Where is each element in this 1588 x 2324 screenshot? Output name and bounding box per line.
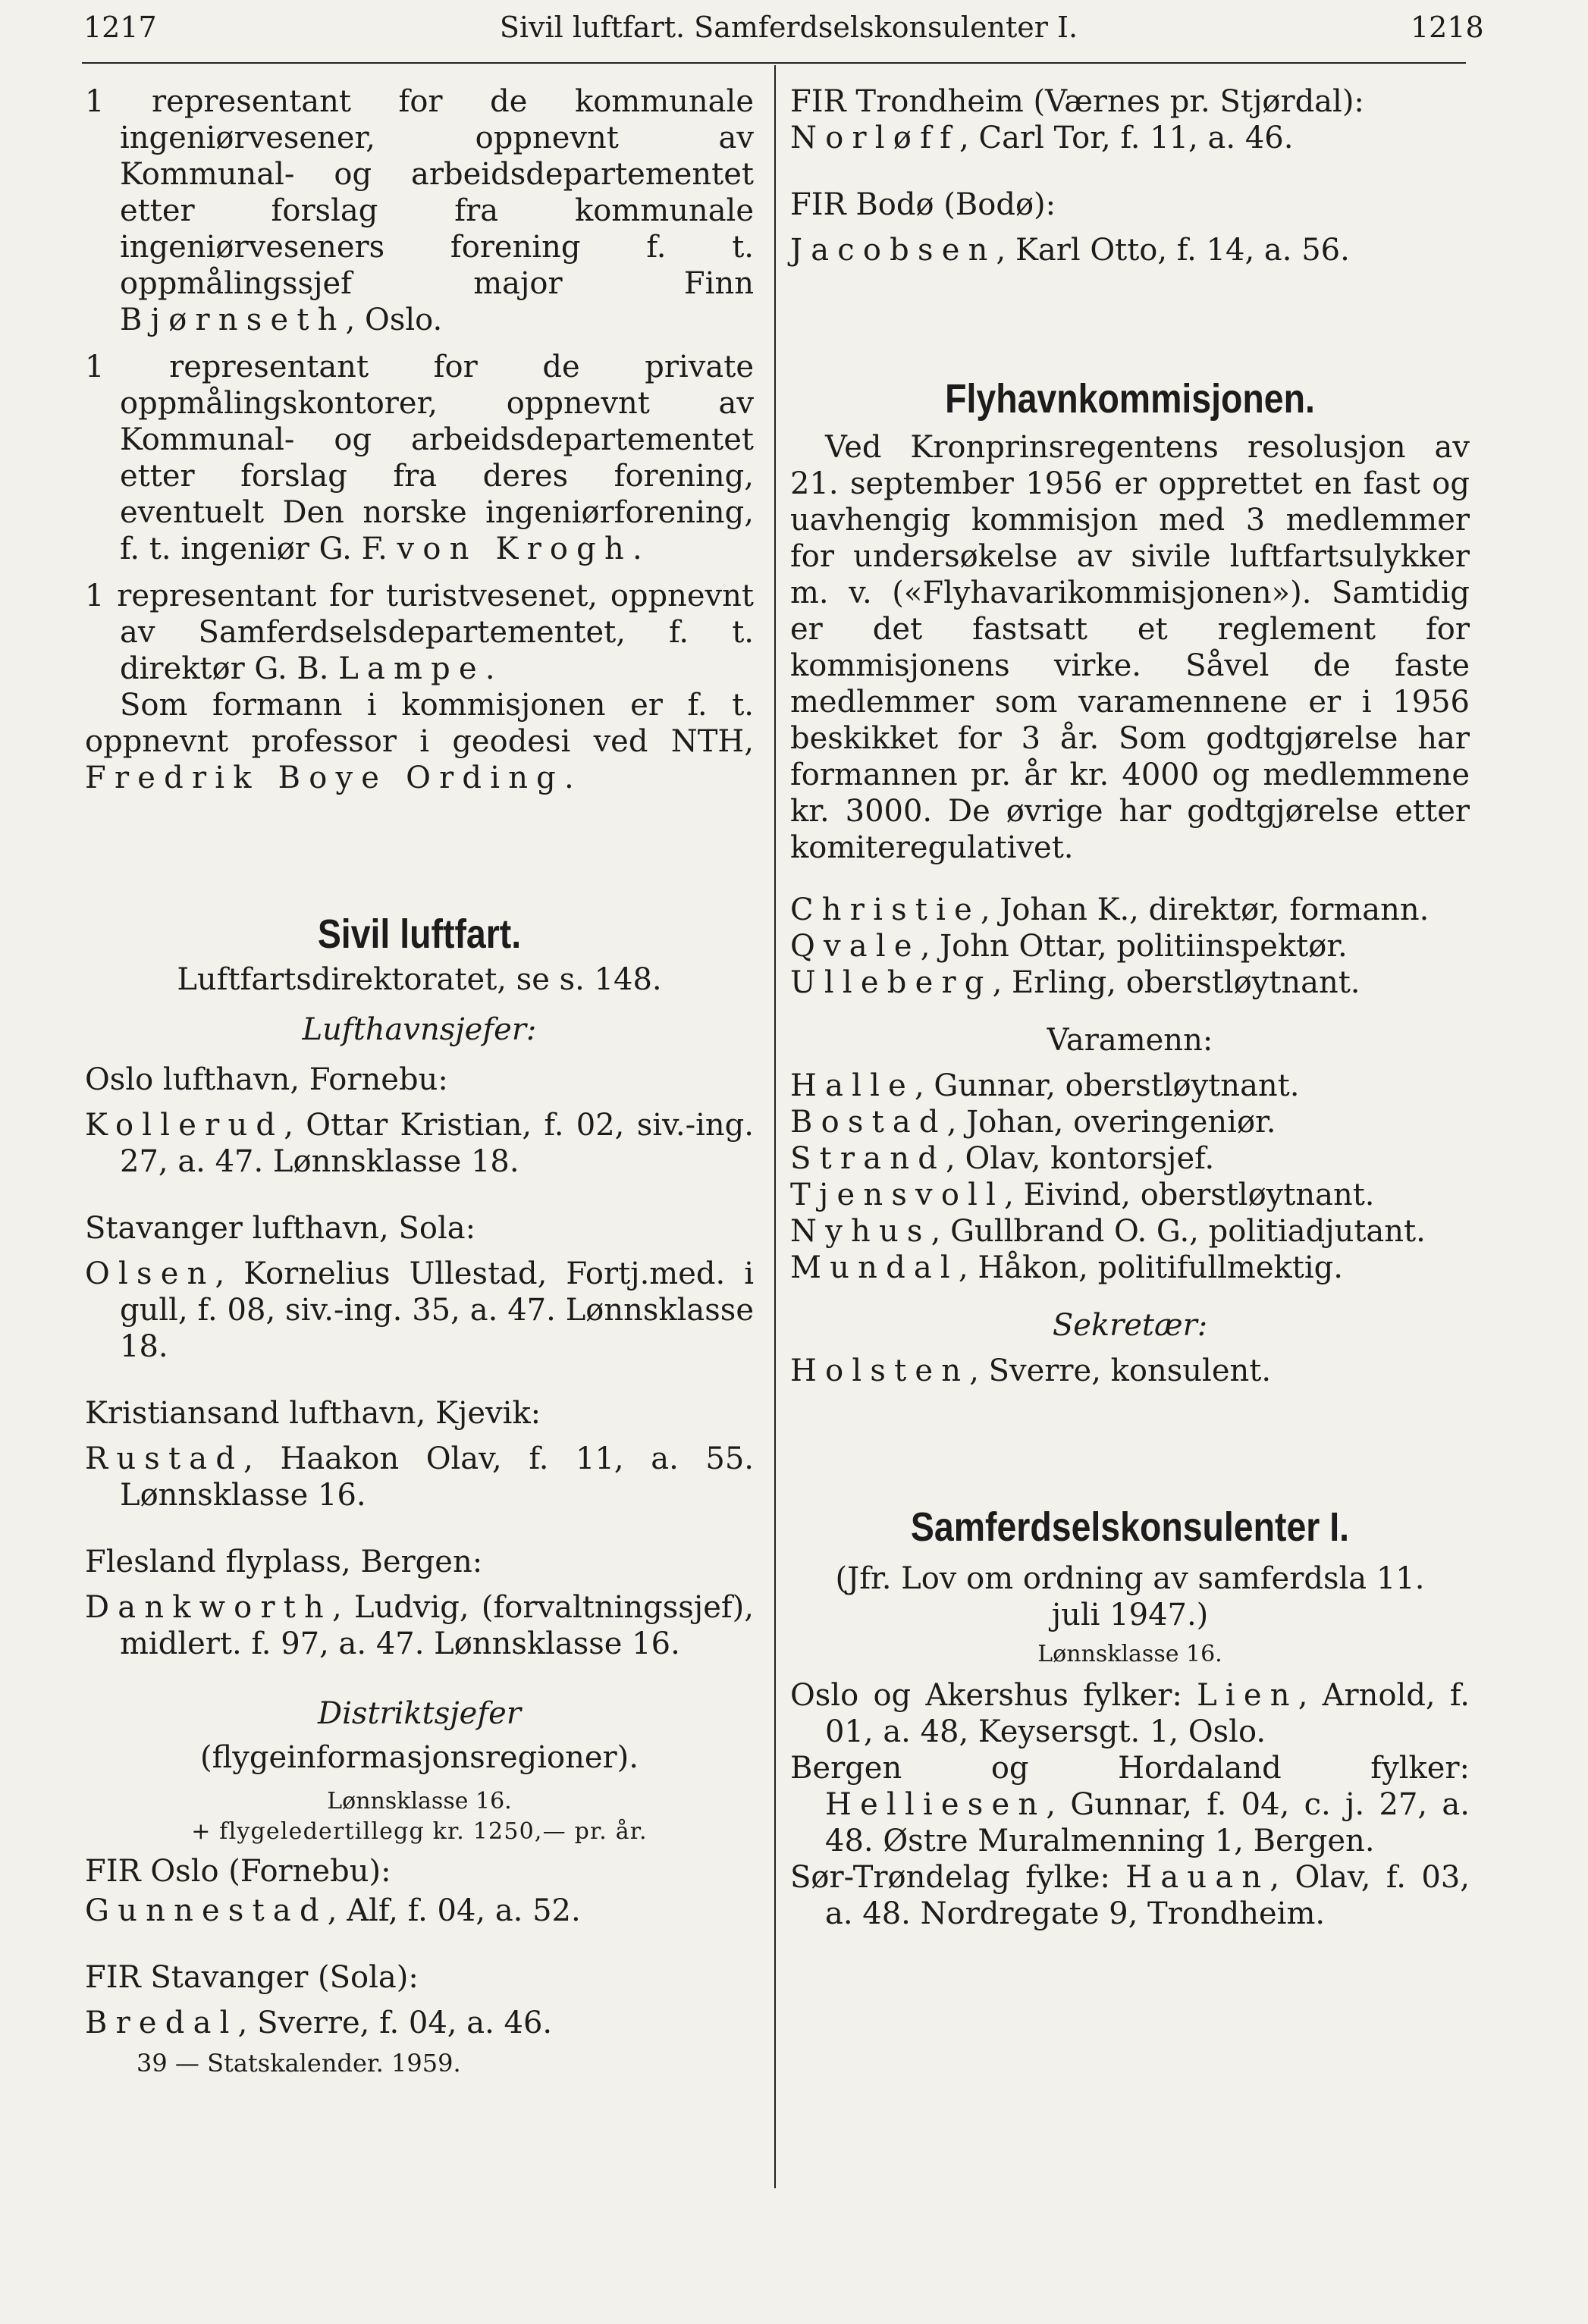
list-item: Bergen og Hordaland fylker: Helliesen, Gunnar, f. 04, c. j. 27, a. 48. Østre Muralmenning 1, Bergen.: [790, 1751, 1470, 1858]
person-name: Christie: [790, 892, 981, 927]
header-rule: [82, 62, 1466, 64]
subheading-district-chiefs: Distriktsjefer: [318, 1696, 521, 1731]
list-item: Ulleberg, Erling, oberstløytnant.: [790, 965, 1360, 1000]
consultant-list: [790, 1677, 1470, 1932]
person-name: Norløff: [790, 121, 960, 155]
person-name: Kollerud: [85, 1108, 284, 1143]
column-divider: [774, 65, 776, 2188]
chairman-paragraph: Som formann i kommisjonen er f. t. oppnevnt professor i geodesi ved NTH, Fredrik Boye Ording.: [85, 688, 754, 795]
left-page-number: 1217: [83, 11, 157, 44]
running-header: [0, 0, 1588, 67]
list-item: Qvale, John Ottar, politiinspektør.: [790, 929, 1348, 964]
person-name: Ulleberg: [790, 965, 993, 1000]
airport-chief-entry: Kollerud, Ottar Kristian, f. 02, siv.-ing. 27, a. 47. Lønnsklasse 18.: [85, 1108, 754, 1179]
list-item: Tjensvoll, Eivind, oberstløytnant.: [790, 1178, 1375, 1212]
person-name: Bjørnseth: [120, 303, 346, 337]
directorate-reference: Luftfartsdirektoratet, se s. 148.: [177, 962, 662, 997]
representative-entry: 1 representant for turistvesenet, oppnevnt av Samferdselsdepartementet, f. t. direktør G. B. Lampe.: [85, 579, 754, 686]
member-list: [790, 892, 1470, 1001]
subheading-airport-chiefs: Lufthavnsjefer:: [302, 1012, 537, 1047]
fir-place: FIR Bodø (Bodø):: [790, 187, 1056, 222]
representative-entry: 1 representant for de private oppmålingskontorer, oppnevnt av Kommunal- og arbeidsdepartementet etter forslag fra deres forening, eventuelt Den norske ingeniørforening, f. t. ingeniør G. F. von Krogh.: [85, 350, 754, 566]
district-subheading: (flygeinformasjonsregioner).: [200, 1740, 639, 1775]
person-name: Dankworth: [85, 1590, 332, 1625]
person-name: Nyhus: [790, 1214, 931, 1249]
airport-place: Oslo lufthavn, Fornebu:: [85, 1062, 448, 1097]
section-heading-flyhavnkommisjonen: Flyhavnkommisjonen.: [945, 376, 1315, 422]
fir-place: FIR Stavanger (Sola):: [85, 1960, 419, 1995]
law-reference: (Jfr. Lov om ordning av samferdsla 11. juli 1947.): [835, 1561, 1425, 1632]
airport-place: Stavanger lufthavn, Sola:: [85, 1211, 476, 1246]
person-name: Gunnestad: [85, 1893, 328, 1928]
person-name: Holsten: [790, 1353, 970, 1388]
salary-class: Lønnsklasse 16.: [1037, 1641, 1222, 1667]
person-name: Olsen: [85, 1256, 215, 1291]
list-item: Halle, Gunnar, oberstløytnant.: [790, 1068, 1300, 1103]
person-name: Fredrik Boye Ording: [85, 761, 564, 795]
person-name: Strand: [790, 1141, 946, 1176]
airport-chief-entry: Dankworth, Ludvig, (forvaltningssjef), midlert. f. 97, a. 47. Lønnsklasse 16.: [85, 1590, 754, 1661]
controller-supplement: + flygeledertillegg kr. 1250,— pr. år.: [191, 1818, 648, 1845]
list-item: Bostad, Johan, overingeniør.: [790, 1105, 1276, 1140]
list-item: Christie, Johan K., direktør, formann.: [790, 892, 1430, 927]
airport-chief-entry: Rustad, Haakon Olav, f. 11, a. 55. Lønnsklasse 16.: [85, 1441, 754, 1513]
list-item: Nyhus, Gullbrand O. G., politiadjutant.: [790, 1214, 1426, 1249]
list-item: Strand, Olav, kontorsjef.: [790, 1141, 1215, 1176]
person-name: Tjensvoll: [790, 1178, 1005, 1212]
left-column: [85, 83, 754, 2079]
right-page-number: 1218: [1411, 11, 1484, 44]
commission-description: Ved Kronprinsregentens resolusjon av 21. september 1956 er opprettet en fast og uavhengig kommisjon med 3 medlemmer for undersøkelse av sivile luftfartsulykker m. v. («Flyhavarikommisjonen»). Samtidig er det fastsatt et reglement for kommisjonens virke. Såvel de faste medlemmer som varamennene er i 1956 beskikket for 3 år. Som godtgjørelse har formannen pr. år kr. 4000 og medlemmene kr. 3000. De øvrige har godtgjørelse etter komiteregulativet.: [790, 430, 1470, 865]
person-name: Mundal: [790, 1250, 959, 1285]
section-heading-sivil-luftfart: Sivil luftfart.: [317, 911, 522, 957]
fir-place: FIR Oslo (Fornebu):: [85, 1854, 391, 1889]
person-name: Helliesen: [825, 1787, 1047, 1822]
airport-chief-entry: Olsen, Kornelius Ullestad, Fortj.med. i gull, f. 08, siv.-ing. 35, a. 47. Lønnsklasse 18.: [85, 1256, 754, 1364]
deputy-list: [790, 1068, 1470, 1286]
right-column: [790, 83, 1470, 1932]
representative-entry: 1 representant for de kommunale ingeniørvesener, oppnevnt av Kommunal- og arbeidsdepartementet etter forslag fra kommunale ingeniørveseners forening f. t. oppmålingssjef major Finn Bjørnseth, Oslo.: [85, 84, 754, 337]
district-chief-entry: Norløff, Carl Tor, f. 11, a. 46.: [790, 121, 1294, 155]
district-chief-entry: Gunnestad, Alf, f. 04, a. 52.: [85, 1893, 581, 1928]
person-name: Rustad: [85, 1441, 244, 1476]
salary-class: Lønnsklasse 16.: [327, 1788, 512, 1814]
airport-place: Kristiansand lufthavn, Kjevik:: [85, 1396, 541, 1431]
fir-place: FIR Trondheim (Værnes pr. Stjørdal):: [790, 84, 1364, 119]
person-name: Hauan: [1125, 1860, 1270, 1895]
person-name: Qvale: [790, 929, 921, 964]
subheading-varamenn: Varamenn:: [1047, 1023, 1213, 1058]
person-name: Lampe: [338, 651, 485, 686]
person-name: Halle: [790, 1068, 915, 1103]
person-name: Bredal: [85, 2006, 238, 2040]
person-name: Jacobsen: [790, 233, 996, 268]
person-name: Lien: [1197, 1678, 1298, 1713]
list-item: Sør-Trøndelag fylke: Hauan, Olav, f. 03, a. 48. Nordregate 9, Trondheim.: [790, 1860, 1470, 1931]
airport-place: Flesland flyplass, Bergen:: [85, 1545, 483, 1579]
running-title: Sivil luftfart. Samferdselskonsulenter I.: [499, 11, 1078, 44]
list-item: Mundal, Håkon, politifullmektig.: [790, 1250, 1343, 1285]
district-chief-entry: Jacobsen, Karl Otto, f. 14, a. 56.: [790, 233, 1350, 268]
page-footer: 39 — Statskalender. 1959.: [137, 2049, 461, 2078]
section-heading-samferdselskonsulenter: Samferdselskonsulenter I.: [910, 1504, 1350, 1550]
subheading-sekretaer: Sekretær:: [1052, 1308, 1208, 1343]
person-name: Bostad: [790, 1105, 947, 1140]
secretary-entry: Holsten, Sverre, konsulent.: [790, 1353, 1272, 1388]
district-chief-entry: Bredal, Sverre, f. 04, a. 46.: [85, 2006, 553, 2040]
person-name: von Krogh: [397, 532, 632, 566]
list-item: Oslo og Akershus fylker: Lien, Arnold, f. 01, a. 48, Keysersgt. 1, Oslo.: [790, 1678, 1470, 1749]
